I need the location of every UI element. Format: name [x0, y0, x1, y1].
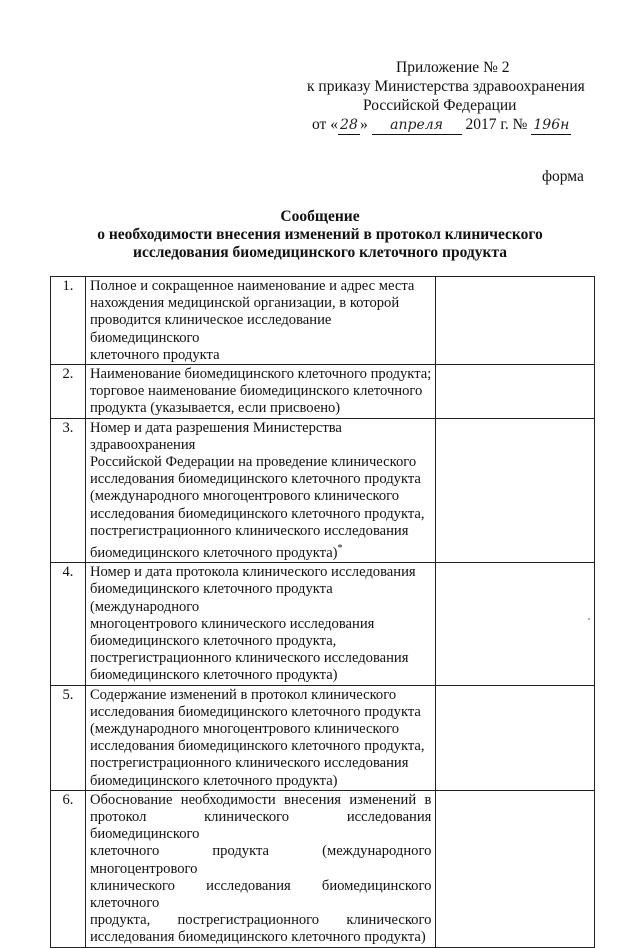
- form-label: форма: [542, 168, 584, 185]
- description-line: Российской Федерации на проведение клинического: [89, 454, 417, 471]
- description-line: многоцентрового клинического исследования: [89, 615, 375, 632]
- row-description: [85, 563, 435, 685]
- message-table: [50, 276, 595, 948]
- description-line: торговое наименование биомедицинского клеточного: [89, 383, 423, 400]
- row-value: [436, 563, 595, 685]
- table-row: [51, 563, 595, 685]
- row-number: 4.: [51, 563, 86, 685]
- row-number: 5.: [51, 685, 86, 790]
- description-line: клинического исследования биомедицинского клеточного: [89, 877, 432, 911]
- description-line: продукта, пострегистрационного клинического: [89, 912, 432, 929]
- description-line: биомедицинского клеточного продукта,: [89, 632, 337, 649]
- row-number: 2.: [51, 365, 86, 419]
- document-title: [0, 208, 640, 262]
- row-value: [436, 790, 595, 947]
- description-line: клеточного продукта: [89, 346, 220, 363]
- row-value: [436, 418, 595, 562]
- description-line: Наименование биомедицинского клеточного продукта;: [89, 366, 432, 383]
- table-row: [51, 685, 595, 790]
- description-line: пострегистрационного клинического исследования: [89, 522, 409, 539]
- appendix-label: Приложение № 2: [396, 59, 510, 76]
- row-description: [85, 685, 435, 790]
- row-value: [436, 277, 595, 365]
- row-description: [85, 365, 435, 419]
- row-description: [85, 418, 435, 562]
- description-line: биомедицинского клеточного продукта)*: [89, 543, 343, 561]
- description-line: Номер и дата протокола клинического исследования: [89, 564, 416, 581]
- table-row: [51, 365, 595, 419]
- description-line: Полное и сокращенное наименование и адрес места: [89, 278, 415, 294]
- description-line: исследования биомедицинского клеточного продукта): [89, 929, 426, 946]
- description-line: клеточного продукта (международного многоцентрового: [89, 843, 432, 877]
- order-date-line: [312, 115, 571, 135]
- description-line: протокол клинического исследования биомедицинского: [89, 808, 432, 843]
- scan-speck: [588, 618, 590, 620]
- row-description: [85, 277, 435, 365]
- description-line: нахождения медицинской организации, в которой: [89, 295, 400, 312]
- row-value: [436, 365, 595, 419]
- description-line: (международного многоцентрового клинического: [89, 488, 400, 505]
- description-line: (международного многоцентрового клинического: [89, 720, 400, 737]
- order-reference: к приказу Министерства здравоохранения: [307, 78, 585, 95]
- date-prefix: от «: [312, 116, 338, 133]
- date-month: апреля: [372, 117, 462, 135]
- footnote-mark: *: [337, 543, 343, 555]
- row-value: [436, 685, 595, 790]
- description-line: исследования биомедицинского клеточного продукта,: [89, 505, 425, 522]
- description-line: Содержание изменений в протокол клинического: [89, 686, 397, 703]
- description-line: пострегистрационного клинического исследования: [89, 650, 409, 667]
- description-line: пострегистрационного клинического исследования: [89, 755, 409, 772]
- description-line: исследования биомедицинского клеточного продукта: [89, 471, 421, 488]
- date-mid: »: [359, 116, 368, 133]
- description-line: проводится клиническое исследование биомедицинского: [89, 312, 332, 346]
- date-day: 28: [338, 117, 360, 135]
- title-line-1: Сообщение: [280, 208, 360, 225]
- description-line: исследования биомедицинского клеточного продукта,: [89, 738, 425, 755]
- title-line-3: исследования биомедицинского клеточного продукта: [133, 244, 507, 261]
- table-row: [51, 418, 595, 562]
- doc-number: 196н: [531, 117, 571, 135]
- row-number: 3.: [51, 418, 86, 562]
- description-line: биомедицинского клеточного продукта): [89, 667, 338, 684]
- table-row: [51, 277, 595, 365]
- row-number: 6.: [51, 790, 86, 947]
- description-line: биомедицинского клеточного продукта (международного: [89, 581, 333, 615]
- row-number: 1.: [51, 277, 86, 365]
- title-line-2: о необходимости внесения изменений в протокол клинического: [97, 226, 543, 243]
- description-line: Обоснование необходимости внесения изменений в: [89, 791, 432, 808]
- description-line: продукта (указывается, если присвоено): [89, 400, 341, 417]
- description-line: исследования биомедицинского клеточного продукта: [89, 703, 421, 720]
- date-year: 2017 г. №: [465, 116, 528, 133]
- row-description: [85, 790, 435, 947]
- description-line: биомедицинского клеточного продукта): [89, 772, 338, 789]
- description-line: Номер и дата разрешения Министерства здравоохранения: [89, 419, 342, 453]
- table-row: [51, 790, 595, 947]
- federation-label: Российской Федерации: [363, 97, 517, 114]
